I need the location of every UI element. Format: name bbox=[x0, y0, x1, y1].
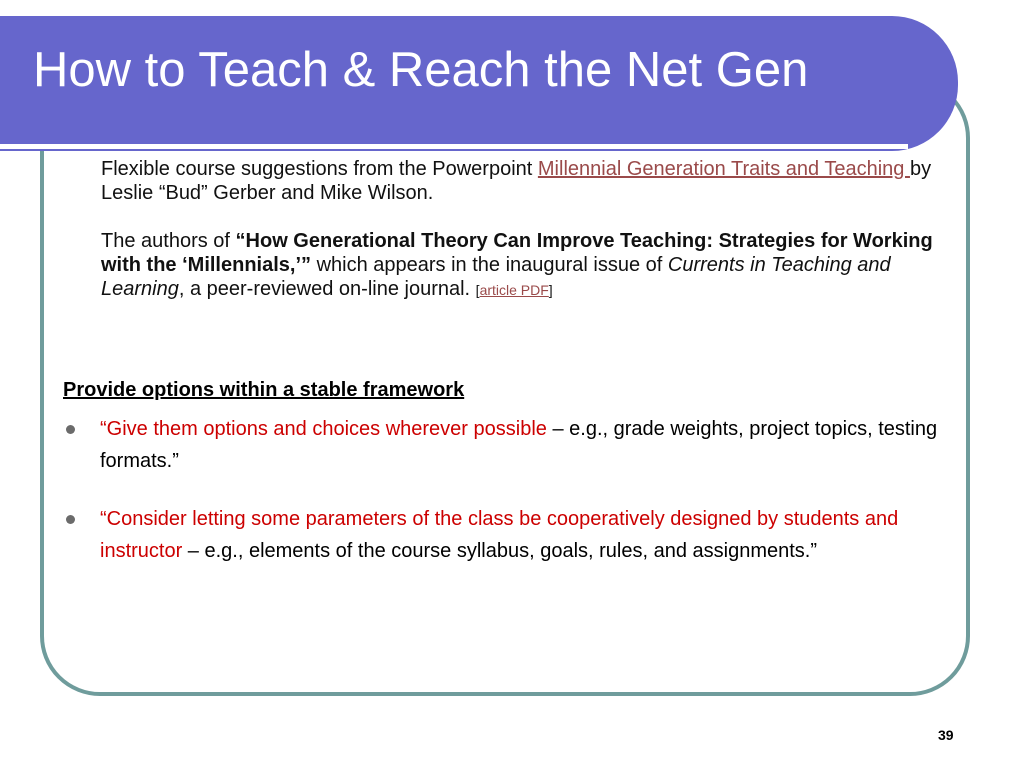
intro-text: which appears in the inaugural issue of bbox=[311, 254, 668, 276]
bullet-item bbox=[63, 503, 943, 567]
bullet-text: – e.g., elements of the course syllabus, goals, rules, and assignments.” bbox=[182, 540, 818, 562]
journal-name: Currents in Teaching and Learning bbox=[101, 254, 891, 300]
article-title: “How Generational Theory Can Improve Teaching: Strategies for Working with the ‘Millennials,’” bbox=[101, 230, 933, 276]
intro-text: , a peer-reviewed on-line journal. bbox=[178, 278, 476, 300]
intro-paragraph-source bbox=[101, 157, 951, 205]
intro-text: Flexible course suggestions from the Powerpoint bbox=[101, 158, 538, 180]
section-heading: Provide options within a stable framework bbox=[63, 379, 465, 401]
bullet-emphasis: “Consider letting some parameters of the class be cooperatively designed by students and instructor bbox=[100, 508, 899, 562]
bullet-item bbox=[63, 413, 943, 477]
bullet-dot-icon bbox=[66, 425, 75, 434]
title-underline-rule bbox=[0, 144, 908, 149]
bracket-close: ] bbox=[548, 282, 553, 298]
powerpoint-link[interactable]: Millennial Generation Traits and Teaching bbox=[537, 158, 910, 180]
bullet-emphasis: “Give them options and choices wherever possible bbox=[100, 418, 547, 440]
intro-text: The authors of bbox=[101, 230, 236, 252]
slide-title: How to Teach & Reach the Net Gen bbox=[33, 43, 809, 97]
intro-paragraph-article bbox=[101, 229, 951, 302]
bullet-text: – e.g., grade weights, project topics, testing formats.” bbox=[100, 418, 938, 472]
bracket-open: [ bbox=[475, 282, 480, 298]
article-pdf-link[interactable]: article PDF bbox=[479, 282, 549, 298]
intro-block bbox=[101, 157, 951, 302]
intro-text: by Leslie “Bud” Gerber and Mike Wilson. bbox=[101, 158, 932, 204]
bullet-list bbox=[63, 413, 943, 567]
page-number: 39 bbox=[938, 727, 954, 743]
bullet-dot-icon bbox=[66, 515, 75, 524]
